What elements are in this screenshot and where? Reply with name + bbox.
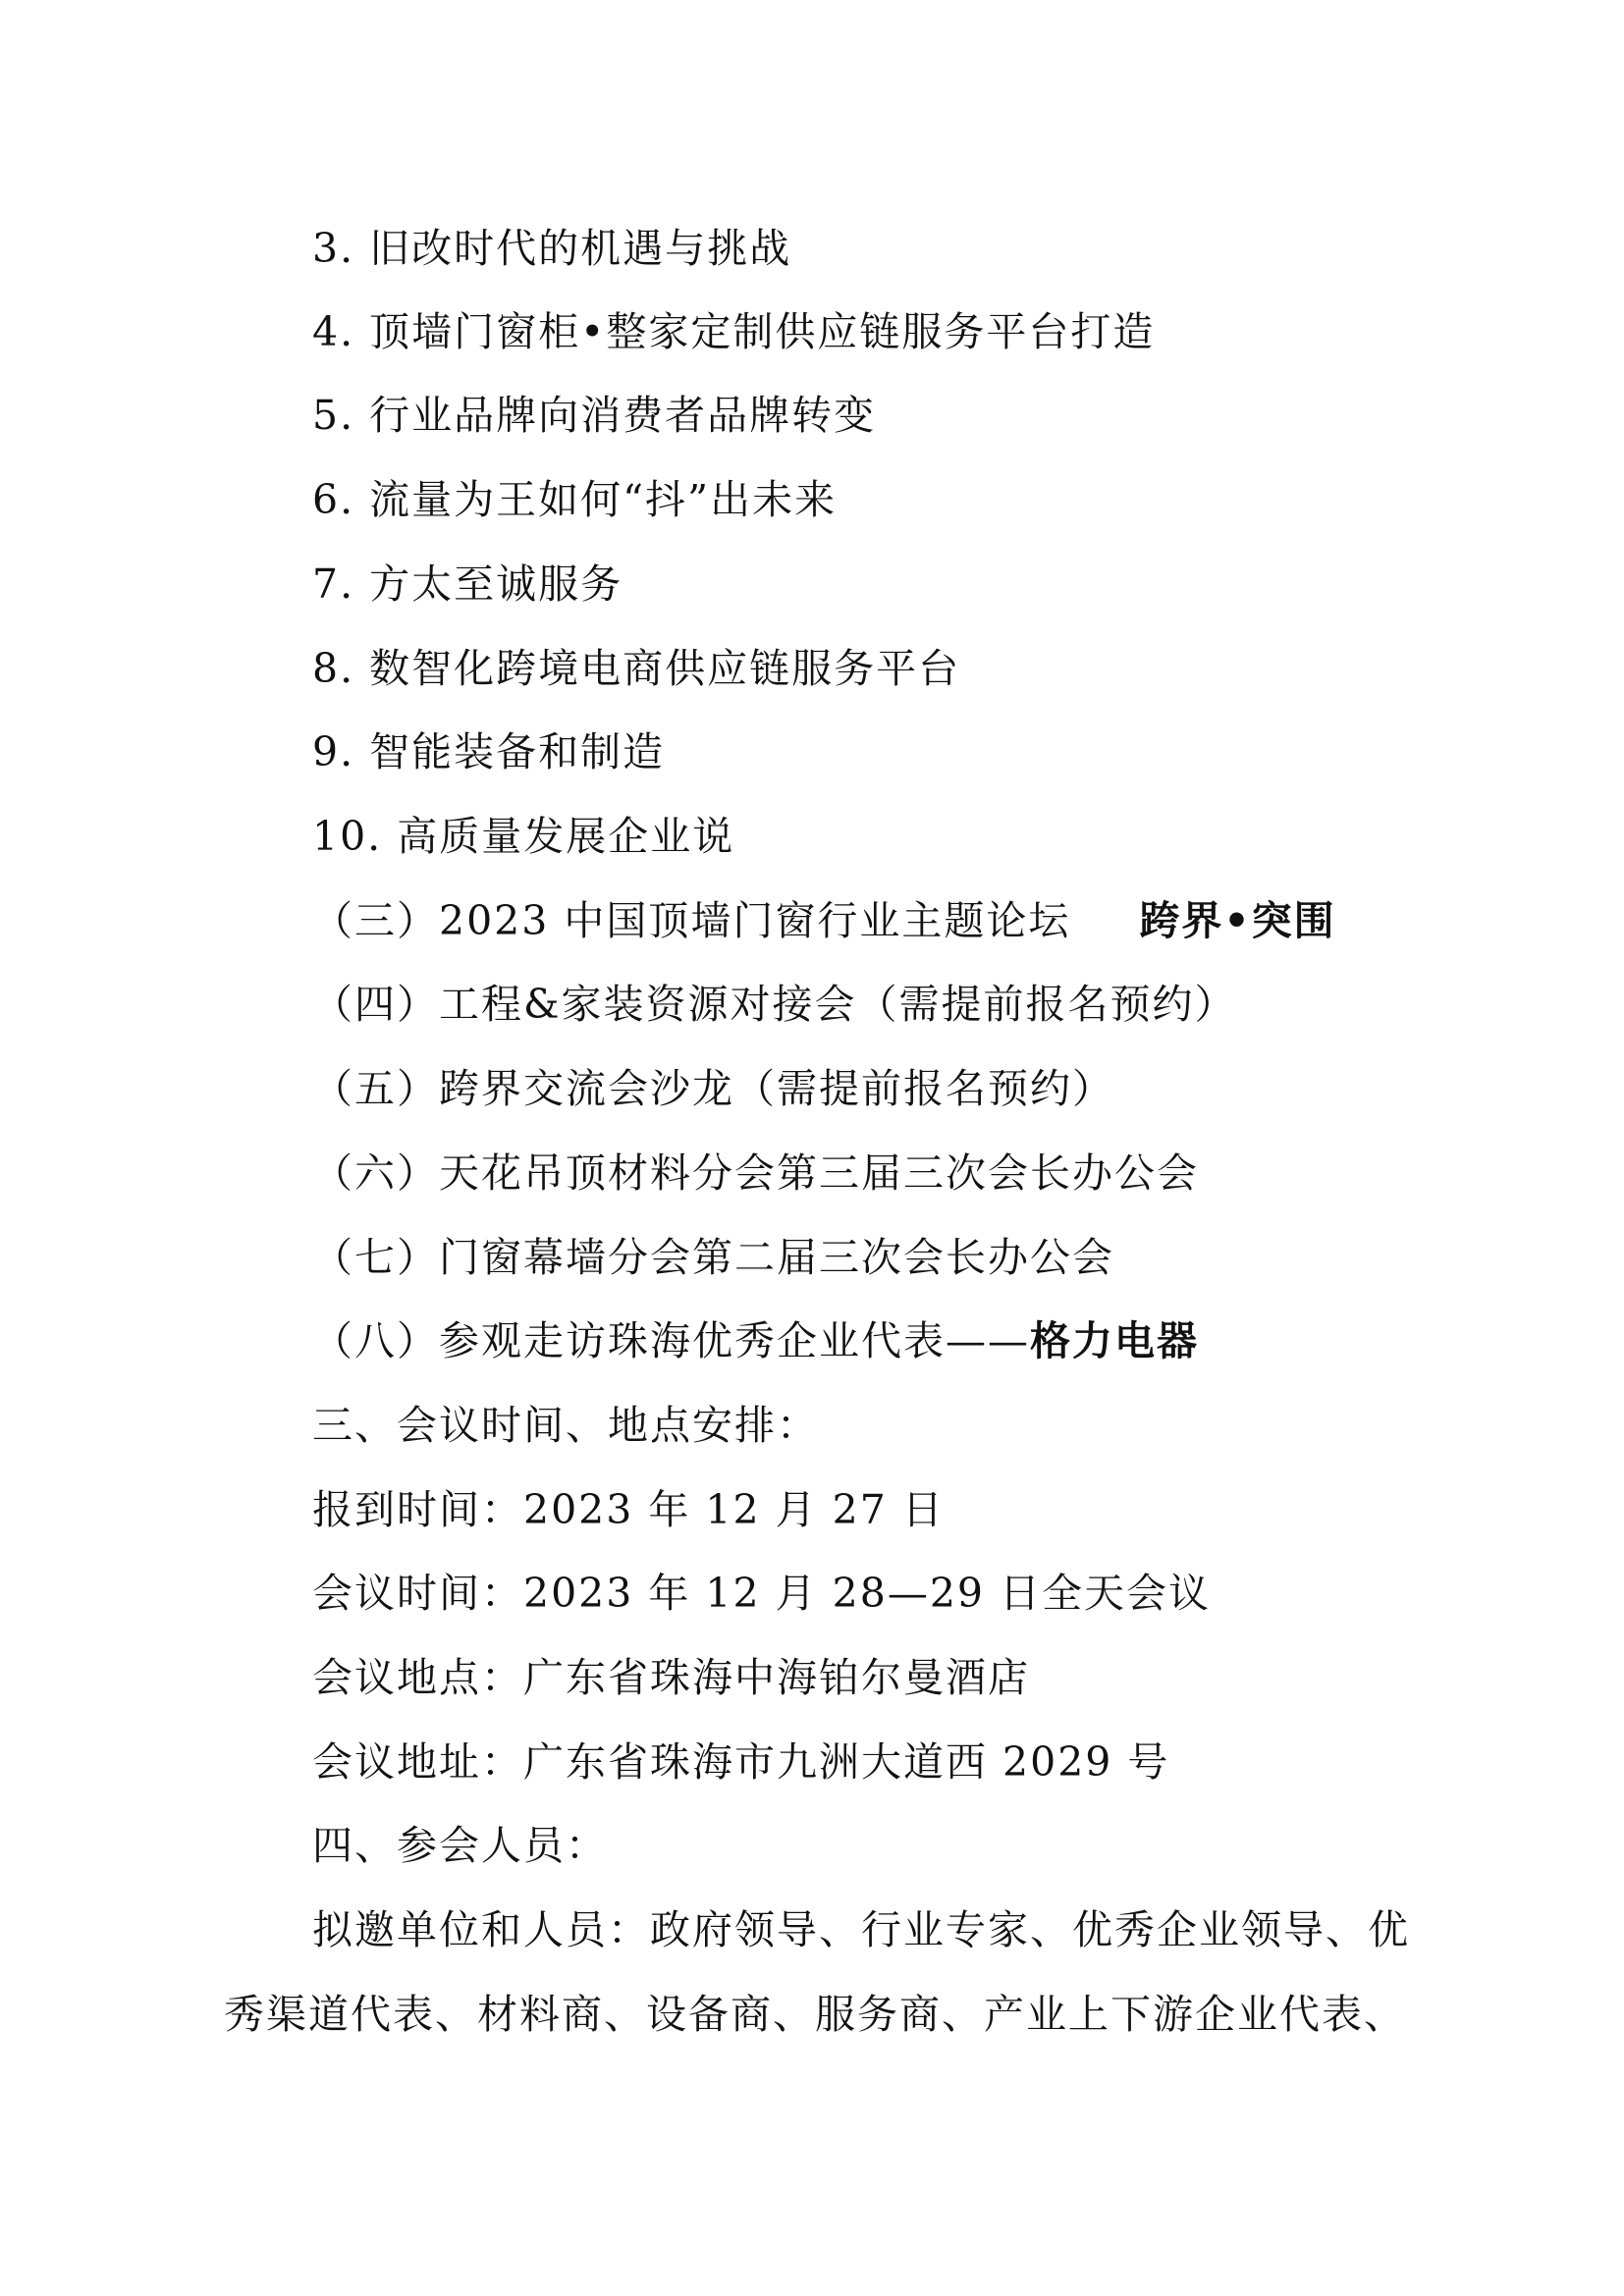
meeting-time: 会议时间：2023 年 12 月 28—29 日全天会议 (312, 1570, 1212, 1617)
meeting-venue: 会议地点：广东省珠海中海铂尔曼酒店 (312, 1654, 1030, 1701)
list-item: 10. 高质量发展企业说 (312, 813, 735, 860)
section-four: （四）工程&家装资源对接会（需提前报名预约） (312, 981, 1237, 1028)
list-item: 4. 顶墙门窗柜•整家定制供应链服务平台打造 (312, 308, 1156, 355)
list-item: 7. 方太至诚服务 (312, 561, 623, 608)
attendees-paragraph-line: 秀渠道代表、材料商、设备商、服务商、产业上下游企业代表、 (224, 1991, 1406, 2038)
section-three-title: （三）2023 中国顶墙门窗行业主题论坛 (312, 897, 1071, 944)
section-seven: （七）门窗幕墙分会第二届三次会长办公会 (312, 1234, 1114, 1281)
meeting-heading: 三、会议时间、地点安排： (312, 1402, 819, 1449)
list-item: 6. 流量为王如何“抖”出未来 (312, 476, 838, 523)
list-item: 5. 行业品牌向消费者品牌转变 (312, 392, 877, 439)
meeting-address: 会议地址：广东省珠海市九洲大道西 2029 号 (312, 1738, 1170, 1786)
attendees-paragraph-line: 拟邀单位和人员：政府领导、行业专家、优秀企业领导、优 (312, 1906, 1410, 1953)
section-five: （五）跨界交流会沙龙（需提前报名预约） (312, 1065, 1114, 1112)
section-three (312, 896, 1336, 945)
list-item: 3. 旧改时代的机遇与挑战 (312, 225, 792, 272)
list-item: 8. 数智化跨境电商供应链服务平台 (312, 645, 961, 692)
section-six: （六）天花吊顶材料分会第三届三次会长办公会 (312, 1149, 1199, 1197)
section-eight-title: （八）参观走访珠海优秀企业代表—— (312, 1317, 1030, 1364)
section-eight (312, 1316, 1199, 1365)
forum-theme: 跨界•突围 (1139, 897, 1336, 944)
list-item: 9. 智能装备和制造 (312, 728, 666, 775)
company-name: 格力电器 (1030, 1317, 1199, 1364)
attendees-heading: 四、参会人员： (312, 1822, 608, 1869)
checkin-time: 报到时间：2023 年 12 月 27 日 (312, 1486, 945, 1533)
